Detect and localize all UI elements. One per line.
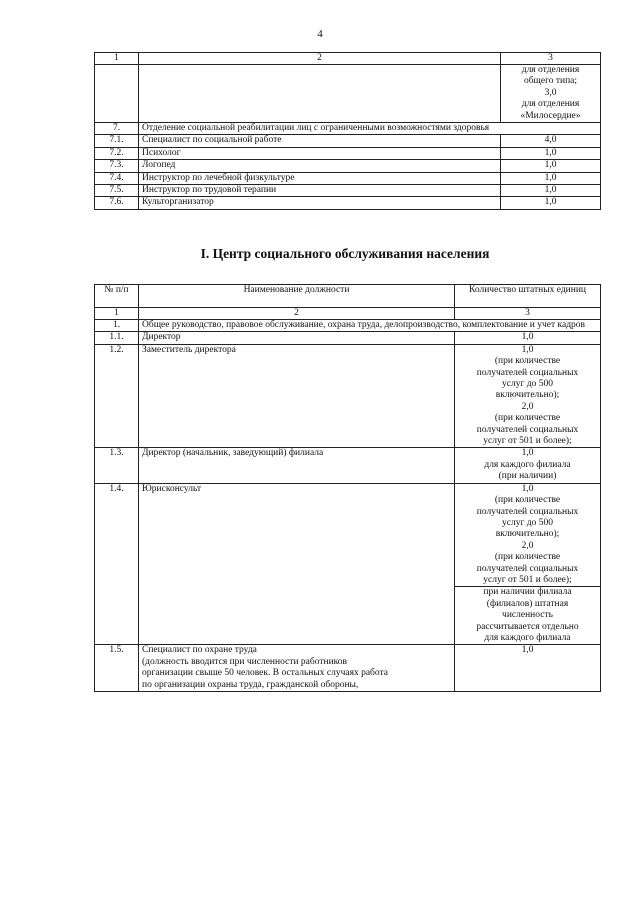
- table-row: [95, 160, 601, 172]
- table-row: [95, 320, 601, 332]
- position-name: Специалист по социальной работе: [139, 135, 501, 147]
- header-number: № п/п: [95, 285, 139, 308]
- table-row: [95, 645, 601, 692]
- col-number-3: 3: [501, 53, 601, 65]
- position-name: Заместитель директора: [139, 344, 455, 448]
- row-number: 1.5.: [95, 645, 139, 692]
- staff-count: 1,0: [455, 645, 601, 692]
- table-row: [95, 448, 601, 483]
- staff-count: 4,0: [501, 135, 601, 147]
- continued-value-cell: для отделения общего типа; 3,0 для отделения «Милосердие»: [501, 65, 601, 123]
- staff-count: 1,0 (при количестве получателей социальных услуг до 500 включительно); 2,0 (при количестве получателей социальных услуг от 501 и более);: [455, 344, 601, 448]
- position-name: Психолог: [139, 147, 501, 159]
- row-number: 7.5.: [95, 185, 139, 197]
- column-number-row: [95, 308, 601, 320]
- position-name: Директор (начальник, заведующий) филиала: [139, 448, 455, 483]
- position-name: Культорганизатор: [139, 197, 501, 209]
- table-header-row: [95, 53, 601, 65]
- staff-table: [94, 284, 601, 692]
- table-header-row: [95, 285, 601, 308]
- staff-count: 1,0: [501, 147, 601, 159]
- table-row: [95, 483, 601, 587]
- staff-count: 1,0: [455, 332, 601, 344]
- position-name: Специалист по охране труда (должность вводится при численности работников организации свыше 50 человек. В остальных случаях работа по организации охраны труда, гражданской обороны,: [139, 645, 455, 692]
- row-number: 1.: [95, 320, 139, 332]
- row-number: 7.1.: [95, 135, 139, 147]
- row-number: 7.: [95, 123, 139, 135]
- table-row: [95, 185, 601, 197]
- staff-table-continued: [94, 52, 601, 210]
- section-row-title: Общее руководство, правовое обслуживание, охрана труда, делопроизводство, комплектование и учет кадров: [139, 320, 601, 332]
- position-name: Инструктор по трудовой терапии: [139, 185, 501, 197]
- section-row-title: Отделение социальной реабилитации лиц с ограниченными возможностями здоровья: [139, 123, 601, 135]
- col-number-2: 2: [139, 308, 455, 320]
- col-number-2: 2: [139, 53, 501, 65]
- staff-count: 1,0: [501, 197, 601, 209]
- row-number: 7.2.: [95, 147, 139, 159]
- staff-count: 1,0: [501, 160, 601, 172]
- table-row: [95, 344, 601, 448]
- row-number: 1.2.: [95, 344, 139, 448]
- row-number: 1.3.: [95, 448, 139, 483]
- table-row: [95, 65, 601, 123]
- staff-count: 1,0 (при количестве получателей социальных услуг до 500 включительно); 2,0 (при количестве получателей социальных услуг от 501 и более);: [455, 483, 601, 587]
- header-position: Наименование должности: [139, 285, 455, 308]
- col-number-3: 3: [455, 308, 601, 320]
- row-number: 7.6.: [95, 197, 139, 209]
- col-number-1: 1: [95, 308, 139, 320]
- table-row: [95, 197, 601, 209]
- row-number: 7.3.: [95, 160, 139, 172]
- table-row: [95, 332, 601, 344]
- col-number-1: 1: [95, 53, 139, 65]
- position-name: Юрисконсульт: [139, 483, 455, 645]
- position-name: Инструктор по лечебной физкультуре: [139, 172, 501, 184]
- staff-count: 1,0: [501, 172, 601, 184]
- row-number: 1.4.: [95, 483, 139, 645]
- table-row: [95, 147, 601, 159]
- table-row: [95, 135, 601, 147]
- table-row: [95, 123, 601, 135]
- table-row: [95, 172, 601, 184]
- row-number: 1.1.: [95, 332, 139, 344]
- staff-count: 1,0: [501, 185, 601, 197]
- row-number: 7.4.: [95, 172, 139, 184]
- header-count: Количество штатных единиц: [455, 285, 601, 308]
- section-title: I. Центр социального обслуживания населения: [200, 246, 490, 261]
- staff-count: 1,0 для каждого филиала (при наличии): [455, 448, 601, 483]
- position-name: Логопед: [139, 160, 501, 172]
- page-number: 4: [317, 28, 323, 40]
- staff-count-note: при наличии филиала (филиалов) штатная численность рассчитывается отдельно для каждого филиала: [455, 587, 601, 645]
- position-name: Директор: [139, 332, 455, 344]
